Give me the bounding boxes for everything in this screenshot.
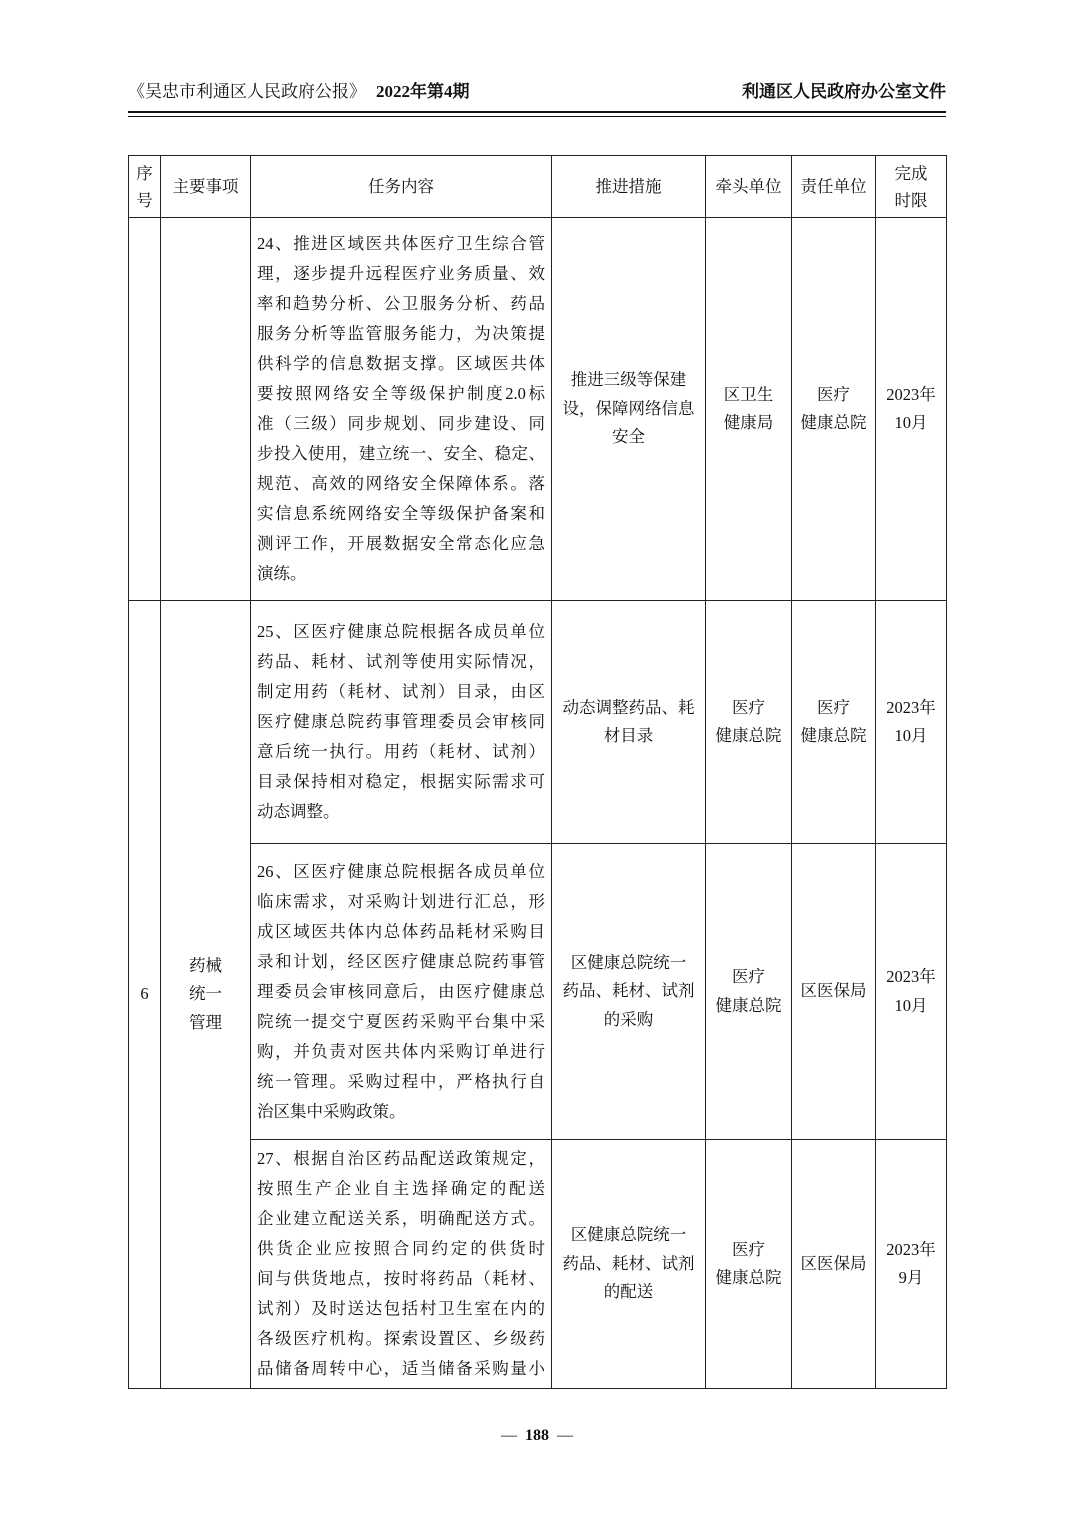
text-line: 安全: [612, 427, 645, 447]
text-line: 统一管理。采购过程中，严格执行自: [257, 1071, 545, 1091]
text-line: 医疗: [732, 967, 765, 986]
text-line: 购，并负责对医共体内采购订单进行: [257, 1041, 545, 1061]
text-line: 完成: [894, 163, 928, 183]
cell-responsible-unit: [792, 844, 876, 1140]
text-line: 健康总院: [715, 1268, 782, 1287]
header-rule-thick: [128, 111, 946, 113]
text-line: 号: [136, 190, 153, 210]
cell-responsible-unit: [792, 601, 876, 844]
text-line: 推进三级等保建: [570, 370, 687, 390]
journal-title: 《吴忠市利通区人民政府公报》: [128, 82, 366, 101]
text-line: 医疗: [817, 697, 850, 717]
text-line: 序: [136, 163, 153, 183]
text-line: 企业建立配送关系，明确配送方式。: [257, 1209, 545, 1228]
text-line: 录和计划，经区医疗健康总院药事管: [257, 951, 545, 971]
text-line: 25、区医疗健康总院根据各成员单位: [257, 622, 545, 641]
header-lead-unit: 牵头单位: [706, 156, 792, 218]
text-line: 临床需求，对采购计划进行汇总，形: [257, 891, 545, 911]
text-line: 成区域医共体内总体药品耗材采购目: [257, 921, 545, 941]
text-line: 理，逐步提升远程医疗业务质量、效: [257, 264, 545, 283]
text-line: 2023年: [886, 697, 936, 717]
text-line: 设，保障网络信息: [562, 398, 695, 418]
text-line: 测评工作，开展数据安全常态化应急: [257, 534, 545, 553]
text-line: 2023年: [886, 967, 936, 986]
cell-lead-unit: [706, 218, 792, 601]
text-line: 制定用药（耗材、试剂）目录，由区: [257, 682, 545, 701]
cell-lead-unit: [706, 1140, 792, 1389]
cell-task-content: [251, 218, 552, 601]
text-line: 区健康总院统一: [570, 1225, 687, 1245]
text-line: 10月: [894, 726, 928, 745]
cell-lead-unit: [706, 601, 792, 844]
cell-seq: [129, 218, 161, 601]
header-rule-thin: [128, 116, 946, 117]
cell-main-item: [161, 601, 251, 1389]
cell-deadline: [876, 844, 947, 1140]
text-line: 健康总院: [800, 413, 867, 432]
header-deadline: [876, 156, 947, 218]
footer-dash-left: —: [501, 1427, 517, 1444]
text-line: 各级医疗机构。探索设置区、乡级药: [257, 1329, 545, 1348]
text-line: 供货企业应按照合同约定的供货时: [257, 1239, 545, 1258]
header-responsible-unit: 责任单位: [792, 156, 876, 218]
text-line: 服务分析等监管服务能力，为决策提: [257, 324, 545, 343]
cell-measure: [552, 844, 706, 1140]
text-line: 区卫生: [723, 384, 774, 404]
table-row: [129, 1140, 947, 1389]
cell-seq: 6: [129, 601, 161, 1389]
text-line: 的采购: [603, 1009, 654, 1029]
header-measure: 推进措施: [552, 156, 706, 218]
header-seq: [129, 156, 161, 218]
text-line: 健康局: [723, 413, 774, 432]
text-line: 10月: [894, 413, 928, 432]
text-line: 意后统一执行。用药（耗材、试剂）: [257, 742, 545, 761]
text-line: 的配送: [603, 1282, 654, 1302]
text-line: 区医保局: [800, 1253, 867, 1273]
cell-task-content: [251, 601, 552, 844]
cell-deadline: [876, 601, 947, 844]
text-line: 院统一提交宁夏医药采购平台集中采: [257, 1011, 545, 1031]
text-line: 药械: [189, 955, 222, 975]
text-line: 试剂）及时送达包括村卫生室在内的: [257, 1299, 545, 1318]
cell-measure: [552, 218, 706, 601]
text-line: 理委员会审核同意后，由医疗健康总: [257, 981, 545, 1001]
text-line: 药品、耗材、试剂等使用实际情况，: [257, 652, 545, 671]
text-line: 医疗: [817, 384, 850, 404]
cell-deadline: [876, 1140, 947, 1389]
text-line: 演练。: [257, 564, 307, 583]
text-line: 健康总院: [715, 995, 782, 1015]
cell-main-item: [161, 218, 251, 601]
text-line: 健康总院: [715, 726, 782, 745]
running-header-left: [128, 80, 470, 104]
task-table: [128, 155, 947, 1389]
header-task-content: 任务内容: [251, 156, 552, 218]
text-line: 医疗: [732, 1239, 765, 1259]
table-row: [129, 601, 947, 844]
text-line: 医疗: [732, 697, 765, 717]
text-line: 材目录: [603, 726, 654, 745]
header-main-item: 主要事项: [161, 156, 251, 218]
text-line: 26、区医疗健康总院根据各成员单位: [257, 861, 545, 881]
cell-measure: [552, 601, 706, 844]
text-line: 间与供货地点，按时将药品（耗材、: [257, 1269, 545, 1288]
text-line: 药品、耗材、试剂: [562, 981, 695, 1001]
cell-task-content: [251, 844, 552, 1140]
text-line: 步投入使用，建立统一、安全、稳定、: [257, 444, 545, 463]
cell-deadline: [876, 218, 947, 601]
text-line: 2023年: [886, 384, 936, 404]
text-line: 治区集中采购政策。: [257, 1101, 406, 1121]
text-line: 实信息系统网络安全等级保护备案和: [257, 504, 545, 523]
table-row: [129, 218, 947, 601]
text-line: 品储备周转中心，适当储备采购量小: [257, 1359, 545, 1378]
text-line: 医疗健康总院药事管理委员会审核同: [257, 712, 545, 731]
text-line: 率和趋势分析、公卫服务分析、药品: [257, 294, 545, 313]
cell-task-content: [251, 1140, 552, 1389]
text-line: 9月: [898, 1268, 924, 1287]
table-header-row: [129, 156, 947, 218]
issue-number: 2022年第4期: [376, 82, 470, 101]
page-number: 188: [525, 1427, 549, 1444]
text-line: 区健康总院统一: [570, 952, 687, 972]
cell-responsible-unit: [792, 218, 876, 601]
page-footer: [0, 1424, 1074, 1448]
text-line: 动态调整药品、耗: [562, 697, 695, 717]
text-line: 管理: [189, 1012, 222, 1032]
text-line: 区医保局: [800, 981, 867, 1001]
text-line: 10月: [894, 995, 928, 1015]
text-line: 健康总院: [800, 726, 867, 745]
text-line: 统一: [189, 984, 222, 1004]
text-line: 目录保持相对稳定，根据实际需求可: [257, 772, 545, 791]
text-line: 药品、耗材、试剂: [562, 1253, 695, 1273]
table-row: [129, 844, 947, 1140]
cell-lead-unit: [706, 844, 792, 1140]
text-line: 按照生产企业自主选择确定的配送: [257, 1179, 545, 1198]
text-line: 时限: [894, 190, 928, 210]
text-line: 准（三级）同步规划、同步建设、同: [257, 414, 545, 433]
text-line: 供科学的信息数据支撑。区域医共体: [257, 354, 545, 373]
text-line: 24、推进区域医共体医疗卫生综合管: [257, 234, 545, 253]
cell-responsible-unit: [792, 1140, 876, 1389]
text-line: 27、根据自治区药品配送政策规定，: [257, 1149, 545, 1168]
running-header-right: 利通区人民政府办公室文件: [742, 82, 946, 101]
text-line: 动态调整。: [257, 802, 340, 821]
footer-dash-right: —: [557, 1427, 573, 1444]
text-line: 要按照网络安全等级保护制度2.0标: [257, 384, 545, 403]
text-line: 规范、高效的网络安全保障体系。落: [257, 474, 545, 493]
text-line: 2023年: [886, 1239, 936, 1259]
cell-measure: [552, 1140, 706, 1389]
